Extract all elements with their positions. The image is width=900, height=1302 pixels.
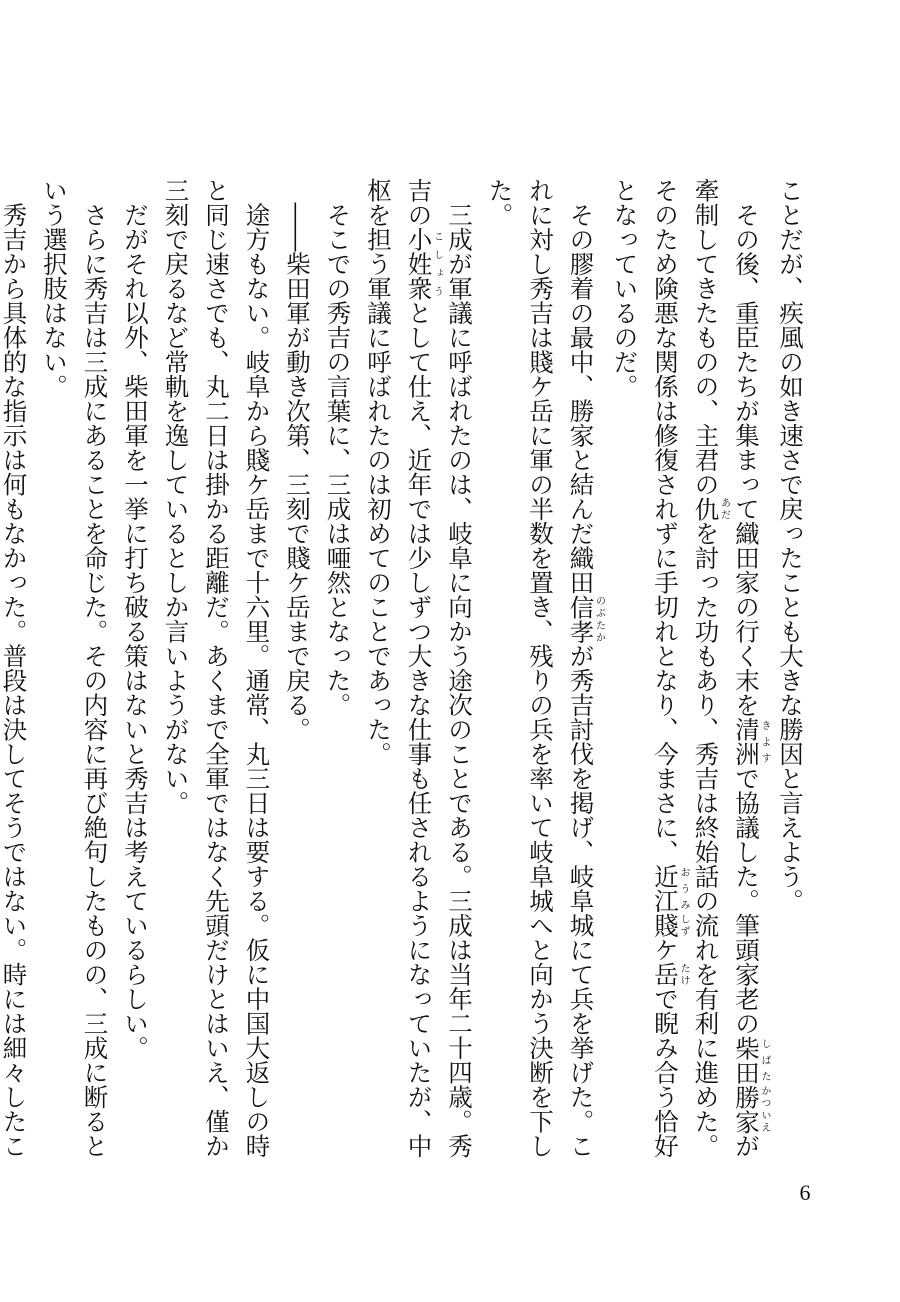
ruby-nobutaka: 信孝のぶたか (566, 594, 605, 644)
page-number: 6 (799, 1180, 811, 1205)
paragraph: だがそれ以外、柴田軍を一挙に打ち破る策はないと秀吉は考えているらしい。 (121, 202, 150, 1060)
ruby-shibata: 柴田しばた (732, 1035, 770, 1085)
ruby-oumi: 近江おうみ (651, 864, 689, 913)
ruby-ada: 仇あだ (691, 496, 730, 521)
ruby-koshou: 小姓衆こしょう (404, 227, 443, 301)
paragraph: その膠着の最中、勝家と結んだ織田信孝のぶたかが秀吉討伐を掲げ、岐阜城にて兵を挙げた。これに対し秀吉は賤ケ岳に軍の半数を置き、残りの兵を率いて岐阜城へと向かう決断を下した。 (485, 178, 605, 1158)
paragraph: ことだが、疾風の如き速さで戻ったことも大きな勝因と言えよう。 (776, 178, 805, 913)
paragraph: その後、重臣たちが集まって織田家の行く末を清洲きよすで協議した。筆頭家老の柴田しばた勝家かついえが牽制してきたものの、主君の仇あだを討った功もあり、秀吉は終始話の流れを有利に進めた。そのため険悪な関係は修復されずに手切れとなり、今まさに、近江おうみ賤しずケ岳たけで睨み合う恰好となっているのだ。 (610, 178, 770, 1158)
ruby-katsuie: 勝家かついえ (732, 1084, 770, 1134)
paragraph: 三成が軍議に呼ばれたのは、岐阜に向かう途次のことである。三成は当年二十四歳。秀吉の小姓衆こしょうとして仕え、近年では少しずつ大きな仕事も任されるようになっていたが、中枢を担う軍議に呼ばれたのは初めてのことであった。 (364, 178, 474, 1158)
paragraph: さらに秀吉は三成にあることを命じた。その内容に再び絶句したものの、三成に断るという選択肢はない。 (40, 178, 110, 1158)
paragraph: ――柴田軍が動き次第、三刻で賤ケ岳まで戻る。 (283, 202, 312, 742)
ruby-shizu: 賤しず (651, 913, 689, 938)
paragraph: 途方もない。岐阜から賤ケ岳まで十六里。通常、丸三日は要する。仮に中国大返しの時と同じ速さでも、丸二日は掛かる距離だ。あくまで全軍ではなく先頭だけとはいえ、僅か三刻で戻るなど常軌を逸しているとしか言いようがない。 (161, 178, 272, 1158)
ruby-kiyosu: 清洲きよす (732, 717, 770, 766)
paragraph: 秀吉から具体的な指示は何もなかった。普段は決してそうではない。時には細々したこ (0, 202, 29, 1158)
vertical-text-body (0, 178, 810, 1158)
paragraph: そこでの秀吉の言葉に、三成は唖然となった。 (323, 202, 353, 717)
ruby-take: 岳たけ (651, 962, 689, 987)
